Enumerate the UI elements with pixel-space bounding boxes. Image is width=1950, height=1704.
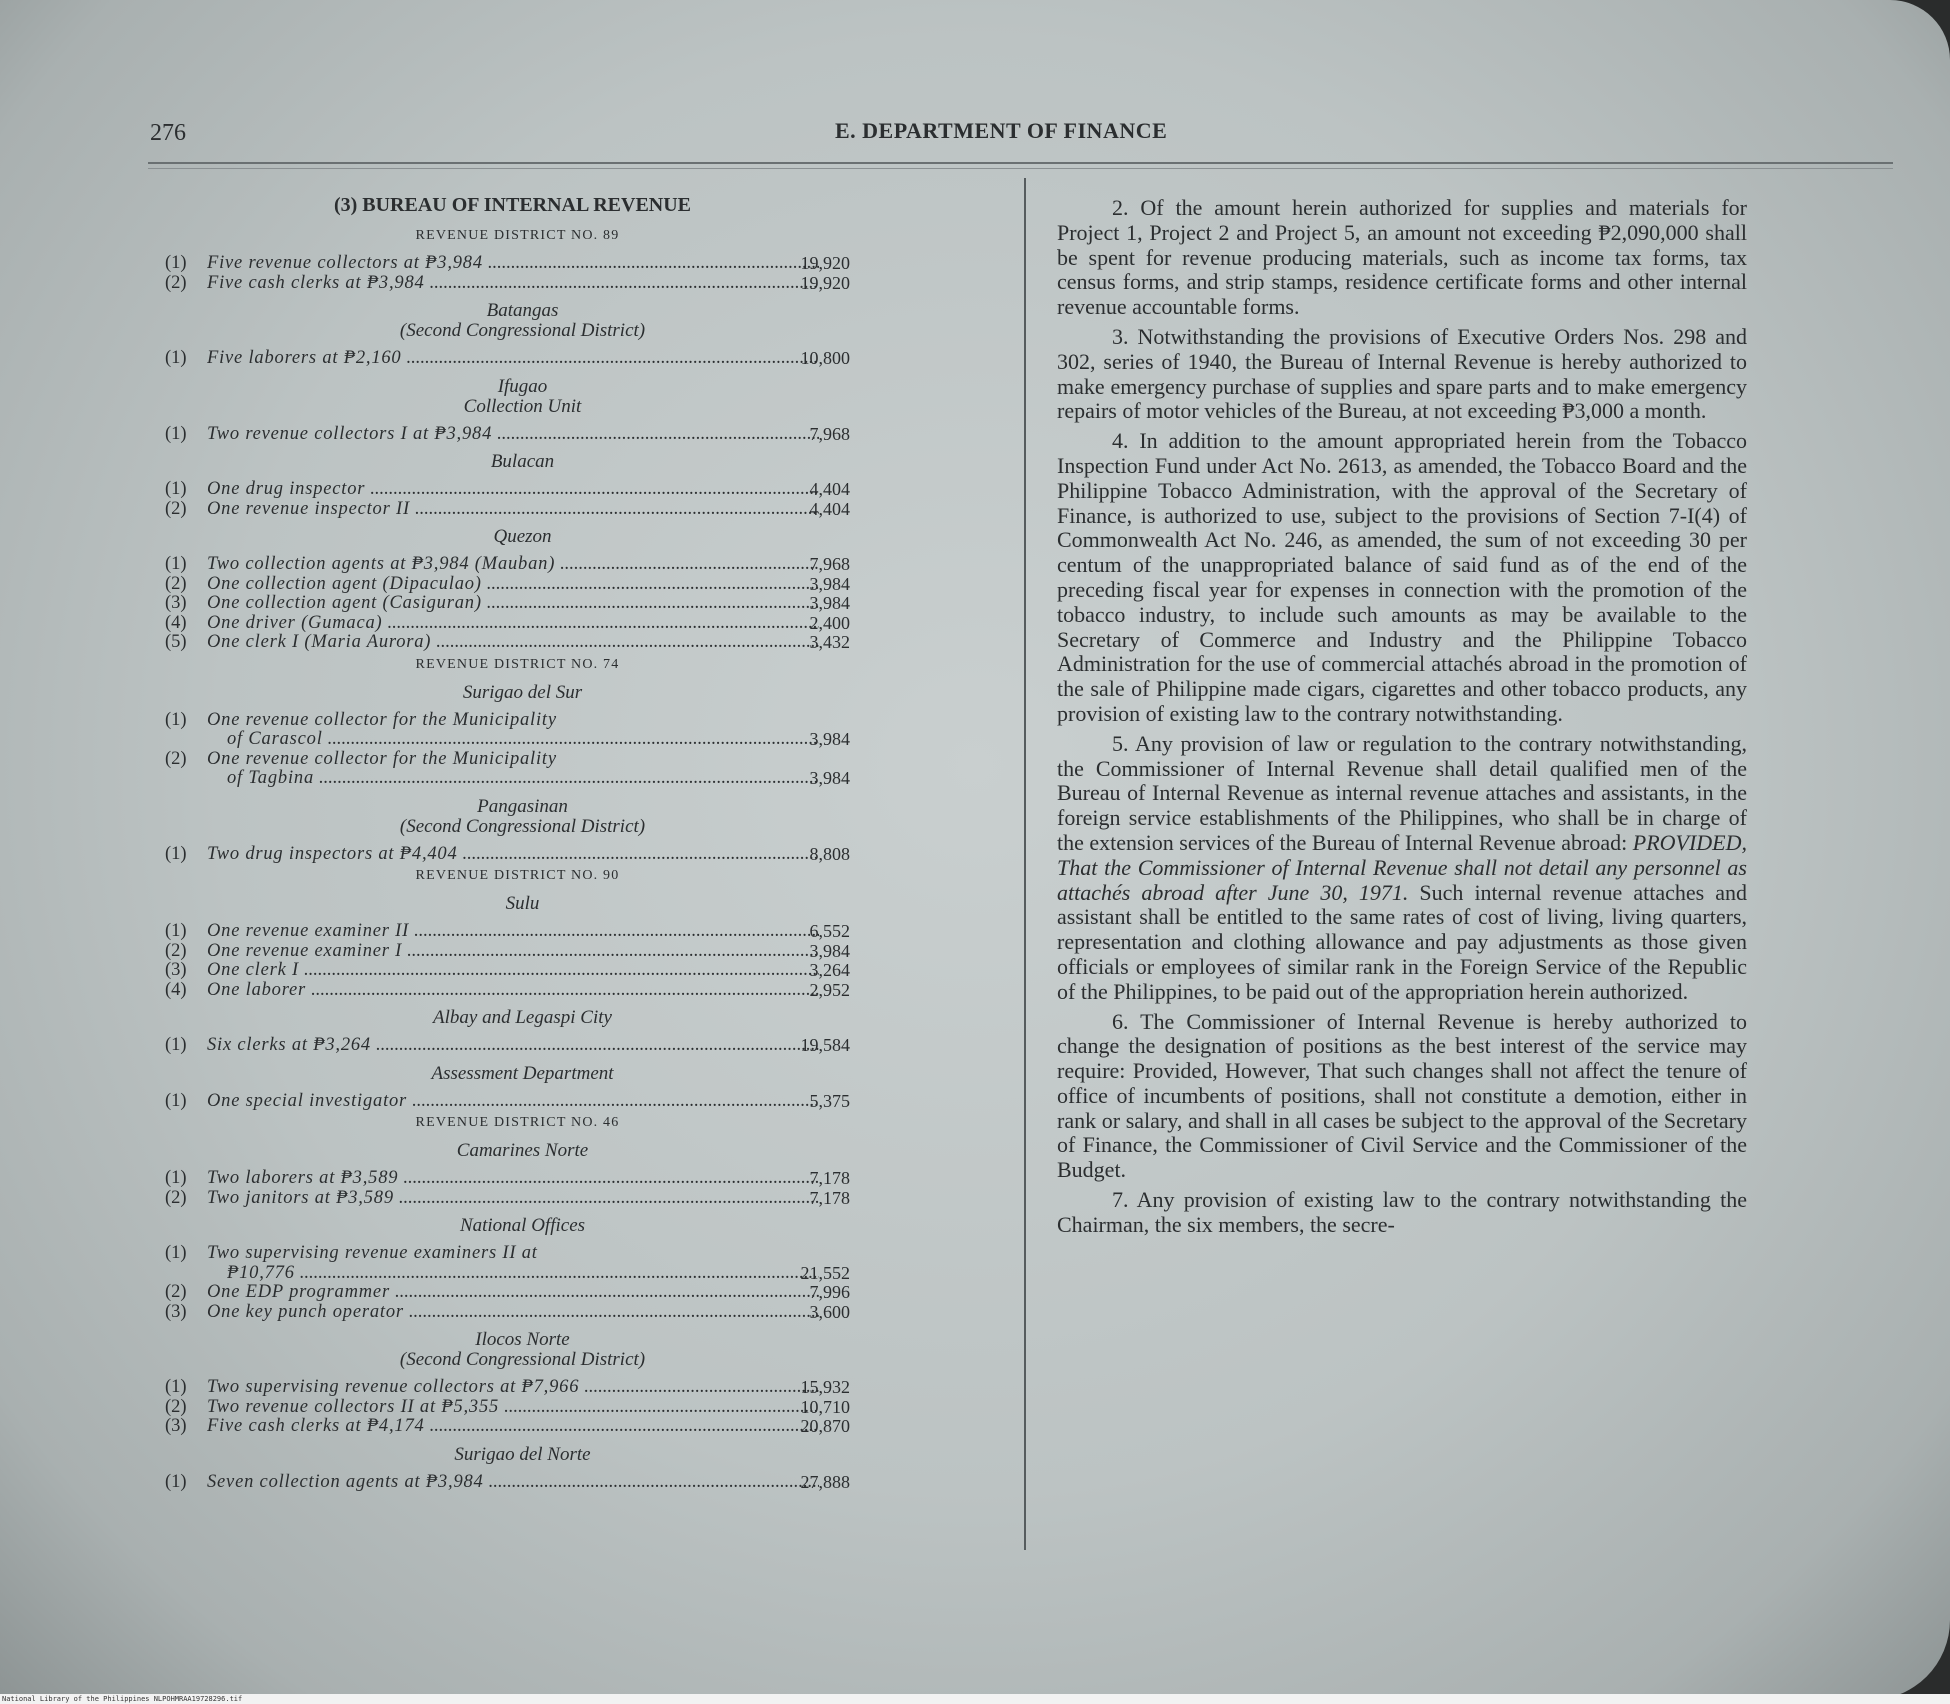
item-description-continued: ₱10,776 .....	[227, 1264, 819, 1284]
paragraph-text: 6. The Commissioner of Internal Revenue is hereby authorized to change the designation of positions as the best interest of the service may require: Provided, However, That such changes shall not affect the tenure of office of incumbents of positions, shall not constitute a demotion, either in rank or salary, and shall in all cases be subject to the approval of the Secretary of Finance, the Commissioner of Civil Service and the Commissioner of the Budget.	[1057, 1008, 1747, 1183]
line-item-continued	[165, 1264, 850, 1284]
item-number: (1)	[165, 253, 187, 273]
item-description: One clerk I (Maria Aurora) .....	[207, 633, 819, 653]
provision-paragraph	[1057, 325, 1747, 424]
item-amount: 20,870	[800, 1416, 850, 1436]
line-item	[165, 575, 850, 595]
item-number: (1)	[165, 479, 187, 499]
line-item-continued	[165, 769, 850, 789]
item-number: (1)	[165, 1090, 187, 1111]
right-column	[1057, 196, 1747, 1243]
item-number: (1)	[165, 348, 187, 368]
item-description: One revenue examiner II .....	[207, 922, 819, 942]
item-number: (2)	[165, 1282, 187, 1302]
line-item	[165, 1092, 850, 1112]
item-amount: 21,552	[800, 1262, 850, 1283]
item-number: (2)	[165, 498, 187, 519]
paragraph-text: 4. In addition to the amount appropriated herein from the Tobacco Inspection Fund under Act No. 2613, as amended, the Tobacco Board and the Philippine Tobacco Administration, with the approval of the Secretary of Finance, is authorized to use, subject to the provisions of Section 7-I(4) of Commonwealth Act No. 246, as amended, the sum of not exceeding 30 per centum of the unappropriated balance of said fund as of the end of the preceding fiscal year for expenses in connection with the promotion of the tobacco industry, to include such amounts as may be available to the Secretary of Commerce and Industry and the Philippine Tobacco Administration for the use of commercial attachés abroad in the promotion of the sale of Philippine made cigars, cigarettes and other tobacco products, any provision of existing law to the contrary notwithstanding.	[1057, 428, 1747, 726]
item-description: One revenue collector for the Municipality	[207, 710, 557, 730]
paragraph-text: 2. Of the amount herein authorized for supplies and materials for Project 1, Project 2 and Project 5, an amount not exceeding ₱2,090,000 shall be spent for revenue producing materials, such as income tax forms, tax census forms, and strip stamps, residence certificate forms and other internal revenue accountable forms.	[1057, 195, 1747, 320]
line-item	[165, 633, 850, 653]
item-description: One drug inspector .....	[207, 480, 819, 500]
region-heading: Sulu	[505, 893, 540, 914]
item-amount: 2,952	[809, 979, 850, 1000]
item-description: Five revenue collectors at ₱3,984 .....	[207, 254, 819, 274]
item-amount: 3,984	[809, 768, 850, 788]
item-amount: 7,996	[809, 1282, 850, 1302]
line-item	[165, 614, 850, 634]
line-item	[165, 961, 850, 981]
region-heading: Surigao del Norte	[454, 1443, 591, 1465]
provision-paragraph	[1057, 732, 1747, 1005]
item-amount: 2,400	[809, 612, 850, 633]
item-description: Two janitors at ₱3,589 .....	[207, 1189, 819, 1209]
item-number: (1)	[165, 843, 187, 864]
item-description: One EDP programmer .....	[207, 1283, 819, 1303]
item-amount: 7,968	[809, 554, 850, 574]
item-description: Five cash clerks at ₱3,984 .....	[207, 274, 819, 294]
provision-paragraph	[1057, 196, 1747, 320]
item-amount: 8,808	[809, 843, 850, 864]
line-item	[165, 1036, 850, 1056]
line-item	[165, 1378, 850, 1398]
paragraph-text: 5. Any provision of law or regulation to the contrary notwithstanding, the Commissioner of Internal Revenue shall detail qualified men of the Bureau of Internal Revenue as internal revenue attaches and assistants, in the foreign service establishments of the Philippines, who shall be in charge of the extension services of the Bureau of Internal Revenue abroad:	[1057, 730, 1747, 855]
item-description: Six clerks at ₱3,264 .....	[207, 1036, 819, 1056]
item-amount: 4,404	[809, 498, 850, 519]
region-heading: Ifugao	[497, 375, 548, 397]
region-heading: (Second Congressional District)	[399, 1349, 646, 1370]
item-number: (3)	[165, 593, 187, 613]
district-heading: REVENUE DISTRICT NO. 46	[415, 1115, 620, 1130]
page-number: 276	[150, 120, 186, 146]
region-heading: (Second Congressional District)	[399, 815, 646, 837]
item-amount: 19,920	[800, 272, 850, 293]
line-item-continued	[165, 730, 850, 750]
item-number: (3)	[165, 1301, 187, 1322]
line-item	[165, 1417, 850, 1437]
region-heading: Batangas	[486, 300, 559, 321]
item-number: (2)	[165, 272, 187, 293]
item-amount: 4,404	[809, 479, 850, 499]
region-heading: Bulacan	[490, 451, 555, 472]
item-description: Five laborers at ₱2,160 .....	[207, 349, 819, 369]
item-description: One driver (Gumaca) .....	[207, 614, 819, 634]
item-description: One revenue inspector II .....	[207, 500, 819, 520]
line-item	[165, 480, 850, 500]
region-heading: Camarines Norte	[456, 1140, 589, 1161]
line-item	[165, 425, 850, 445]
item-description: One special investigator .....	[207, 1092, 819, 1112]
item-description: Five cash clerks at ₱4,174 .....	[207, 1417, 819, 1437]
region-heading: Ilocos Norte	[475, 1329, 570, 1350]
line-item	[165, 594, 850, 614]
item-number: (3)	[165, 960, 187, 980]
item-amount: 15,932	[800, 1377, 850, 1397]
item-number: (1)	[165, 1377, 187, 1397]
item-amount: 3,984	[809, 940, 850, 961]
district-heading: REVENUE DISTRICT NO. 89	[415, 228, 620, 243]
paragraph-text: 7. Any provision of existing law to the contrary notwithstanding the Chairman, the six members, the secre-	[1057, 1187, 1747, 1237]
item-amount: 3,600	[809, 1301, 850, 1322]
item-number: (2)	[165, 748, 187, 769]
item-amount: 6,552	[809, 921, 850, 941]
item-number: (1)	[165, 423, 187, 444]
item-amount: 7,178	[809, 1187, 850, 1208]
running-head: E. DEPARTMENT OF FINANCE	[835, 118, 1168, 143]
district-heading: REVENUE DISTRICT NO. 90	[415, 868, 620, 883]
item-amount: 3,432	[809, 632, 850, 652]
item-number: (2)	[165, 940, 187, 961]
region-heading: National Offices	[459, 1215, 586, 1236]
item-number: (1)	[165, 709, 187, 730]
line-item	[165, 254, 850, 274]
item-description: One laborer .....	[207, 981, 819, 1001]
line-item	[165, 981, 850, 1001]
item-description-continued: of Tagbina .....	[227, 769, 819, 789]
line-item	[165, 555, 850, 575]
scan-footer: National Library of the Philippines NLPOHMRAA19728296.tif	[0, 1694, 1950, 1704]
item-description: Seven collection agents at ₱3,984 .....	[207, 1473, 819, 1493]
line-item	[165, 274, 850, 294]
item-description: Two revenue collectors II at ₱5,355 .....	[207, 1398, 819, 1418]
item-amount: 3,984	[809, 593, 850, 613]
column-divider	[1024, 178, 1026, 1550]
line-item	[165, 845, 850, 865]
region-heading: Assessment Department	[431, 1062, 614, 1084]
item-number: (1)	[165, 921, 187, 941]
left-column	[165, 190, 850, 1492]
item-amount: 3,984	[809, 573, 850, 594]
item-amount: 5,375	[809, 1090, 850, 1111]
line-item	[165, 1169, 850, 1189]
provision-paragraph	[1057, 1188, 1747, 1238]
item-description: One collection agent (Dipaculao) .....	[207, 575, 819, 595]
line-item	[165, 711, 850, 731]
item-description: One key punch operator .....	[207, 1303, 819, 1323]
item-description: One collection agent (Casiguran) .....	[207, 594, 819, 614]
item-description: Two laborers at ₱3,589 .....	[207, 1169, 819, 1189]
item-amount: 27,888	[800, 1471, 850, 1492]
region-heading: (Second Congressional District)	[399, 320, 646, 341]
line-item	[165, 1244, 850, 1264]
item-number: (1)	[165, 554, 187, 574]
item-description: Two supervising revenue examiners II at	[207, 1244, 538, 1263]
item-number: (1)	[165, 1168, 187, 1188]
header-rule-thin	[148, 168, 1893, 169]
region-heading: Surigao del Sur	[462, 681, 583, 703]
item-description: One clerk I .....	[207, 961, 819, 981]
region-heading: Quezon	[493, 526, 552, 547]
item-description: One revenue collector for the Municipality	[207, 749, 557, 769]
line-item	[165, 1303, 850, 1323]
item-amount: 10,710	[800, 1396, 850, 1417]
region-heading: Pangasinan	[477, 795, 568, 817]
region-heading: Albay and Legaspi City	[433, 1007, 612, 1028]
item-description: Two collection agents at ₱3,984 (Mauban) .....	[207, 555, 819, 575]
item-number: (3)	[165, 1416, 187, 1436]
paragraph-text: 3. Notwithstanding the provisions of Executive Orders Nos. 298 and 302, series of 1940, the Bureau of Internal Revenue is hereby authorized to make emergency purchase of supplies and spare parts and to make emergency repairs of motor vehicles of the Bureau, at not exceeding ₱3,000 a month.	[1057, 323, 1747, 424]
provision-paragraph	[1057, 429, 1747, 727]
item-amount: 10,800	[800, 348, 850, 368]
item-amount: 19,920	[800, 253, 850, 273]
item-number: (1)	[165, 1035, 187, 1055]
line-item	[165, 1189, 850, 1209]
item-number: (1)	[165, 1243, 187, 1263]
item-description: One revenue examiner I .....	[207, 942, 819, 962]
item-number: (1)	[165, 1471, 187, 1492]
item-description: Two revenue collectors I at ₱3,984 .....	[207, 425, 819, 445]
provision-paragraph	[1057, 1010, 1747, 1184]
line-item	[165, 1283, 850, 1303]
item-amount: 7,968	[809, 423, 850, 444]
line-item	[165, 942, 850, 962]
line-item	[165, 500, 850, 520]
item-amount: 3,984	[809, 729, 850, 749]
item-number: (5)	[165, 632, 187, 652]
item-amount: 3,264	[809, 960, 850, 980]
item-number: (2)	[165, 1396, 187, 1417]
item-number: (4)	[165, 612, 187, 633]
line-item	[165, 1398, 850, 1418]
line-item	[165, 349, 850, 369]
paragraph-text-continued: Such internal revenue attaches and assistant shall be entitled to the same rates of cost of living, living quarters, representation and clothing allowance and pay adjustments as those given officials or employees of similar rank in the Foreign Service of the Republic of the Philippines, to be paid out of the appropriation herein authorized.	[1057, 879, 1747, 1004]
line-item	[165, 750, 850, 770]
line-item	[165, 1473, 850, 1493]
region-heading: Collection Unit	[463, 395, 582, 417]
paragraph-proviso: PROVIDED, That the Commissioner of Internal Revenue shall not detail any personnel as attachés abroad after June 30, 1971.	[1057, 829, 1747, 905]
line-item	[165, 922, 850, 942]
item-number: (2)	[165, 573, 187, 594]
item-amount: 7,178	[809, 1168, 850, 1188]
section-heading: (3) BUREAU OF INTERNAL REVENUE	[333, 194, 692, 216]
item-description: Two drug inspectors at ₱4,404 .....	[207, 845, 819, 865]
district-heading: REVENUE DISTRICT NO. 74	[415, 656, 620, 672]
item-number: (4)	[165, 979, 187, 1000]
header-rule	[148, 162, 1893, 164]
item-description: Two supervising revenue collectors at ₱7,966 .....	[207, 1378, 819, 1398]
item-number: (2)	[165, 1187, 187, 1208]
item-amount: 19,584	[800, 1035, 850, 1055]
item-description-continued: of Carascol .....	[227, 730, 819, 750]
